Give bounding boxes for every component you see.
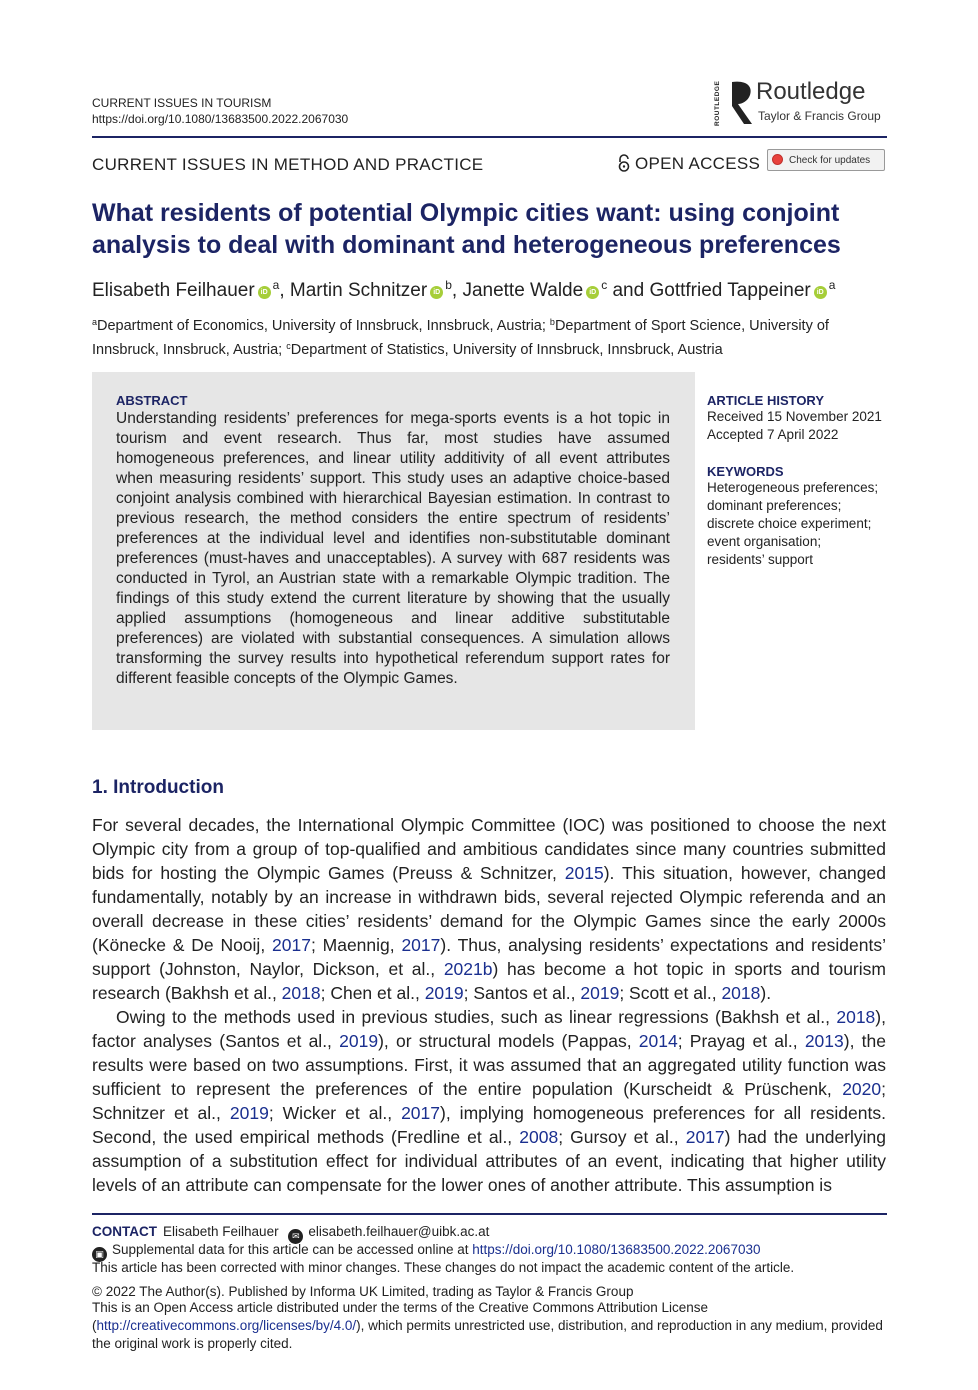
affiliations: [92, 312, 887, 360]
author-name: Martin Schnitzer: [289, 280, 428, 301]
orcid-icon[interactable]: iD: [258, 286, 271, 299]
publisher-name: Routledge: [756, 78, 866, 105]
citation-link[interactable]: 2008: [519, 1127, 559, 1147]
keyword-item: dominant preferences;: [707, 498, 842, 513]
paragraph-text: ) had the underlying assumption of a substitution effect for individual attributes of an event, indicating that higher utility levels of an attribute can compensate for the lower ones of another attribute. This assumption is: [92, 1127, 886, 1195]
author[interactable]: [462, 280, 607, 301]
citation-link[interactable]: 2015: [564, 863, 604, 883]
paragraph-text: ), the results were based on two assumptions. First, it was assumed that an aggregated utility function was sufficient to represent the preferences of the entire population (Kurscheidt & Prüschenk,: [92, 1031, 886, 1099]
citation-link[interactable]: 2019: [580, 983, 620, 1003]
abstract-heading: ABSTRACT: [116, 393, 188, 408]
author-separator: ,: [451, 280, 463, 301]
paragraph-text: ), implying homogeneous preferences for all residents. Second, the used empirical methods (Fredline et al.,: [92, 1103, 886, 1147]
citation-link[interactable]: 2013: [804, 1031, 844, 1051]
journal-header: [92, 95, 348, 127]
section-heading-introduction: 1. Introduction: [92, 777, 224, 798]
affil-sup: b: [549, 317, 555, 327]
citation-link[interactable]: 2017: [272, 935, 311, 955]
received-date: Received 15 November 2021: [707, 409, 882, 424]
author-affil-sup: b: [445, 278, 452, 292]
citation-link[interactable]: 2019: [339, 1031, 379, 1051]
journal-name: CURRENT ISSUES IN TOURISM: [92, 96, 272, 110]
accepted-date: Accepted 7 April 2022: [707, 427, 839, 442]
citation-link[interactable]: 2020: [842, 1079, 882, 1099]
license-link[interactable]: http://creativecommons.org/licenses/by/4.0/: [96, 1318, 357, 1333]
license-text: [92, 1299, 887, 1353]
introduction-body: [92, 813, 886, 1197]
check-updates-label: Check for updates: [789, 155, 871, 166]
routledge-r-icon: [726, 78, 756, 128]
citation-link[interactable]: 2014: [638, 1031, 678, 1051]
paragraph-text: ; Prayag et al.,: [677, 1031, 805, 1051]
affil-sup: a: [92, 317, 98, 327]
contact-label: CONTACT: [92, 1224, 157, 1239]
section-tag: CURRENT ISSUES IN METHOD AND PRACTICE: [92, 155, 484, 174]
citation-link[interactable]: 2018: [281, 983, 321, 1003]
author-name: Gottfried Tappeiner: [649, 280, 811, 301]
article-history-heading: ARTICLE HISTORY: [707, 393, 825, 408]
paragraph-text: ), or structural models (Pappas,: [378, 1031, 639, 1051]
check-updates-button[interactable]: [767, 149, 885, 171]
citation-link[interactable]: 2017: [685, 1127, 725, 1147]
citation-link[interactable]: 2017: [401, 1103, 440, 1123]
paragraph-text: ; Maennig,: [310, 935, 402, 955]
open-access-badge: [617, 154, 760, 174]
paragraph-text: ), factor analyses (Santos et al.,: [92, 1007, 886, 1051]
paragraph-2: [92, 1005, 886, 1197]
paragraph-text: For several decades, the International Olympic Committee (IOC) was positioned to choose the next Olympic city from a group of top-qualified and ambitious candidates since many countries submitted bids for hosting the Olympic Games (Preuss & Schnitzer,: [92, 815, 886, 883]
keyword-item: residents’ support: [707, 552, 814, 567]
copyright-line: © 2022 The Author(s). Published by Informa UK Limited, trading as Taylor & Francis Group: [92, 1284, 634, 1299]
paragraph-text: ; Santos et al.,: [463, 983, 581, 1003]
open-lock-icon: [617, 154, 631, 172]
paragraph-text: ; Gursoy et al.,: [558, 1127, 686, 1147]
paragraph-text: ; Scott et al.,: [619, 983, 722, 1003]
paragraph-text: ) has become a hot topic in sports and tourism research (Bakhsh et al.,: [92, 959, 886, 1003]
author-affil-sup: a: [272, 278, 280, 292]
open-access-label: OPEN ACCESS: [635, 154, 761, 173]
citation-link[interactable]: 2019: [229, 1103, 269, 1123]
supplemental-icon: ▣: [92, 1247, 107, 1262]
header-rule: [92, 136, 887, 138]
author[interactable]: [290, 280, 452, 301]
paragraph-text: ). Thus, analysing residents’ expectations and residents’ support (Johnston, Naylor, Dickson, et al.,: [92, 935, 886, 979]
citation-link[interactable]: 2018: [836, 1007, 876, 1027]
citation-link[interactable]: 2017: [401, 935, 441, 955]
publisher-vertical-text: ROUTLEDGE: [714, 80, 721, 126]
paragraph-1: [92, 813, 886, 1005]
affil-text: Department of Statistics, University of Innsbruck, Innsbruck, Austria: [290, 342, 723, 358]
correction-note: This article has been corrected with minor changes. These changes do not impact the academic content of the article.: [92, 1260, 795, 1275]
keyword-item: event organisation;: [707, 534, 822, 549]
citation-link[interactable]: 2021b: [443, 959, 493, 979]
paragraph-text: Owing to the methods used in previous studies, such as linear regressions (Bakhsh et al.,: [116, 1007, 837, 1027]
footer-rule: [92, 1213, 887, 1215]
paragraph-text: ).: [760, 983, 772, 1003]
orcid-icon[interactable]: iD: [430, 286, 443, 299]
supplemental-link[interactable]: https://doi.org/10.1080/13683500.2022.2067030: [472, 1242, 761, 1257]
author-affil-sup: a: [828, 278, 836, 292]
paragraph-text: ; Chen et al.,: [320, 983, 425, 1003]
orcid-icon[interactable]: iD: [586, 286, 599, 299]
supplemental-text: Supplemental data for this article can be accessed online at: [112, 1242, 473, 1257]
author-separator: ,: [279, 280, 290, 301]
affil-sup: c: [286, 341, 291, 351]
license-pre: This is an Open Access article distributed under the terms of the Creative Commons Attribution License (: [92, 1300, 709, 1333]
author-separator: and: [607, 280, 650, 301]
crossmark-icon: [772, 154, 783, 165]
keyword-item: discrete choice experiment;: [707, 516, 872, 531]
email-icon: ✉: [288, 1229, 303, 1244]
paragraph-text: ). This situation, however, changed fundamentally, notably by an increase in withdrawn bids, several rejected Olympic referenda and an overall decrease in these cities’ residents’ demand for the Olympic Games since the early 2000s (Könecke & De Nooij,: [92, 863, 886, 955]
author-list: [92, 272, 892, 304]
paragraph-text: ; Wicker et al.,: [268, 1103, 402, 1123]
keyword-item: Heterogeneous preferences;: [707, 480, 879, 495]
keywords-heading: KEYWORDS: [707, 464, 784, 479]
publisher-subname: Taylor & Francis Group: [758, 109, 881, 123]
author[interactable]: [649, 280, 835, 301]
affil-text: Department of Sport Science, University of Innsbruck, Innsbruck, Austria;: [92, 318, 829, 358]
author[interactable]: [92, 280, 279, 301]
orcid-icon[interactable]: iD: [814, 286, 827, 299]
paragraph-text: ; Schnitzer et al.,: [92, 1079, 886, 1123]
license-post: ), which permits unrestricted use, distribution, and reproduction in any medium, provided the original work is properly cited.: [92, 1318, 883, 1351]
affil-text: Department of Economics, University of Innsbruck, Innsbruck, Austria;: [97, 318, 550, 334]
contact-name: Elisabeth Feilhauer: [163, 1224, 279, 1239]
citation-link[interactable]: 2018: [721, 983, 761, 1003]
article-title: What residents of potential Olympic cities want: using conjoint analysis to deal with dominant and heterogeneous preferences: [92, 199, 841, 259]
citation-link[interactable]: 2019: [424, 983, 464, 1003]
abstract-text: Understanding residents’ preferences for mega-sports events is a hot topic in tourism and event research. Thus far, most studies have assumed homogeneous preferences, and linear utility additivity of all event attributes when measuring residents’ support. This study uses an adaptive choice-based conjoint analysis combined with hierarchical Bayesian estimation. In contrast to previous research, the method considers the entire spectrum of residents’ preferences at the individual level and identifies non-substitutable dominant preferences (must-haves and unacceptables). A survey with 687 residents was conducted in Tyrol, an Austrian state with a remarkable Olympic tradition. The findings of this study extend the current literature by showing that the usually applied assumptions (homogeneous and linear additive substitutable preferences) are violated with substantial consequences. A simulation allows transforming the survey results into hypothetical referendum support rates for different feasible concepts of the Olympic Games.: [116, 410, 670, 687]
contact-email-link[interactable]: elisabeth.feilhauer@uibk.ac.at: [308, 1224, 490, 1239]
article-history: [707, 393, 892, 444]
publisher-logo: [714, 78, 888, 128]
author-affil-sup: c: [601, 278, 608, 292]
keywords: [707, 464, 892, 569]
author-name: Janette Walde: [462, 280, 584, 301]
doi-link[interactable]: https://doi.org/10.1080/13683500.2022.2067030: [92, 112, 349, 126]
author-name: Elisabeth Feilhauer: [92, 280, 255, 301]
